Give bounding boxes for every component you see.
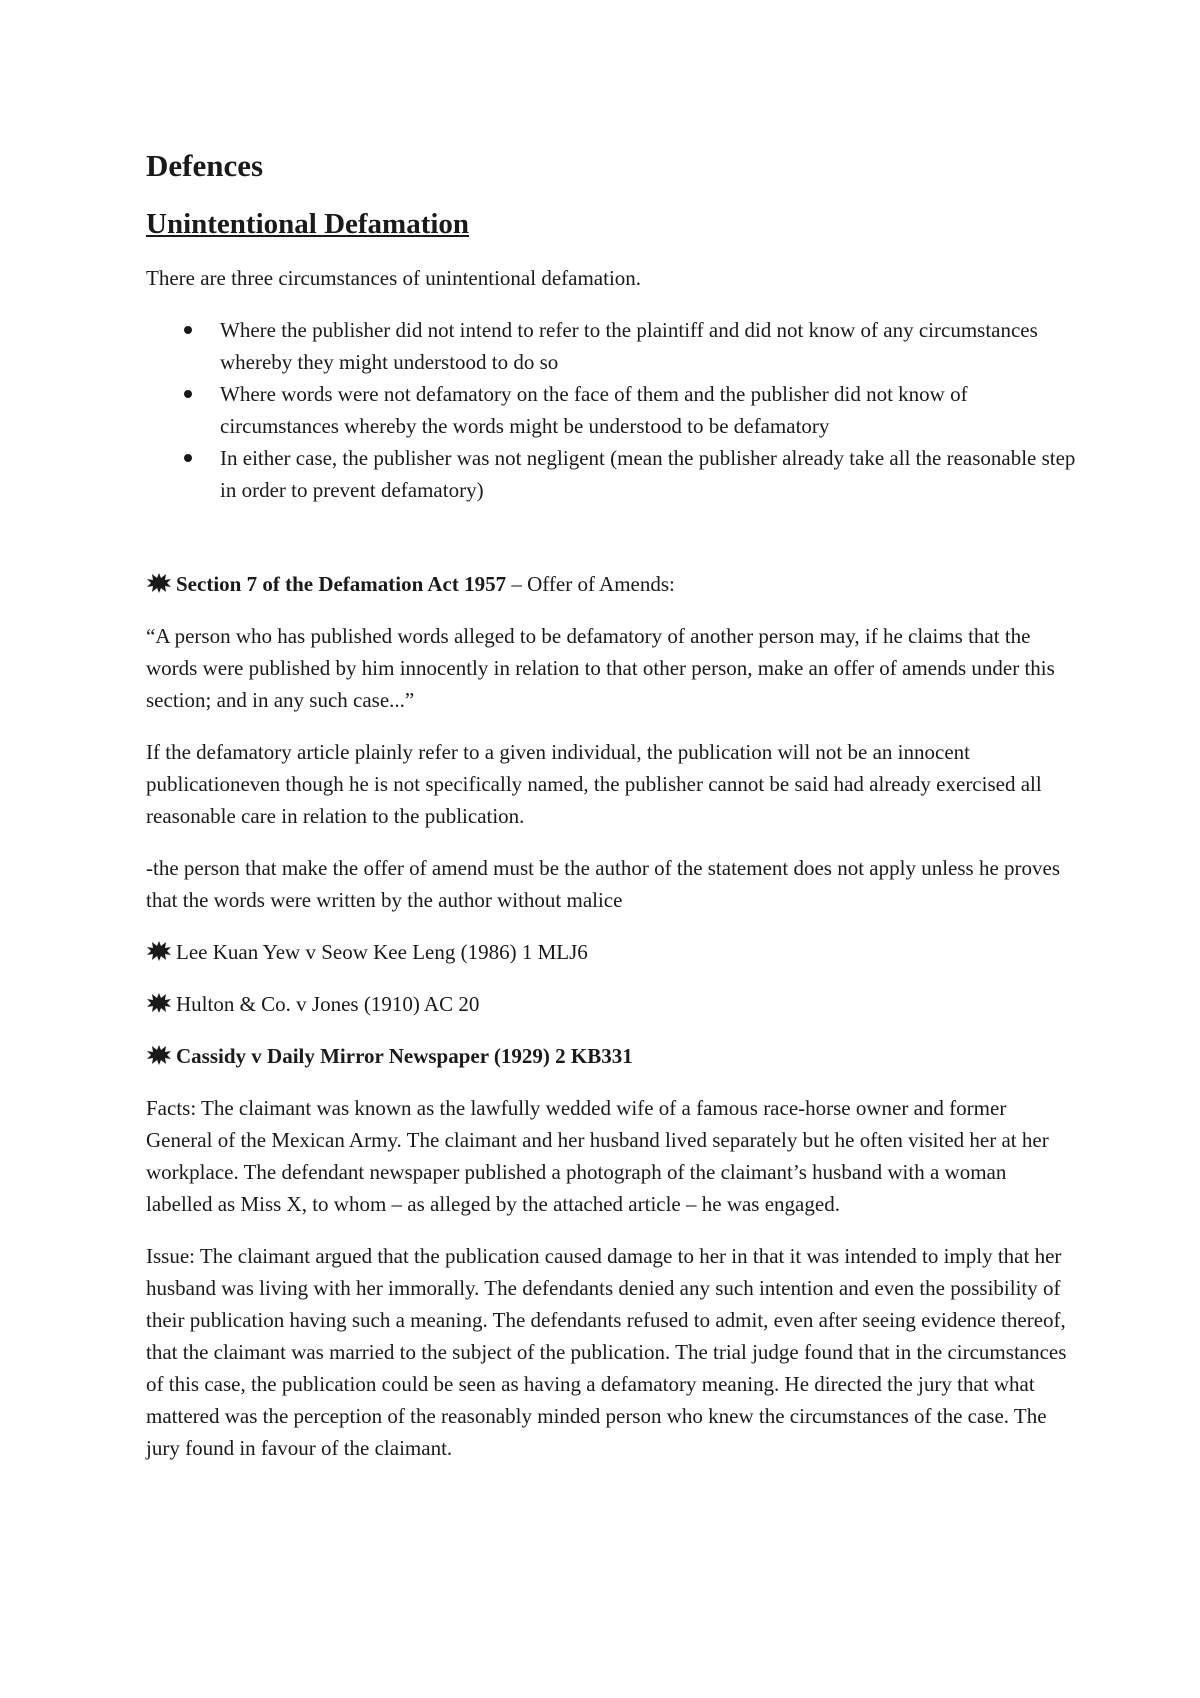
case-citation: Hulton & Co. v Jones (1910) AC 20: [176, 991, 480, 1016]
starburst-icon: [146, 1044, 172, 1066]
facts-paragraph: Facts: The claimant was known as the lawfully wedded wife of a famous race-horse owner and former General of the Mexican Army. The claimant and her husband lived separately but he often visited her at her workplace. The defendant newspaper published a photograph of the claimant’s husband with a woman labelled as Miss X, to whom – as alleged by the attached article – he was engaged.: [146, 1095, 1049, 1216]
document-body: [146, 146, 1076, 1484]
spacer: [146, 506, 1076, 568]
case-citation: Lee Kuan Yew v Seow Kee Leng (1986) 1 MLJ6: [176, 939, 588, 964]
circumstances-list: [146, 314, 1076, 506]
bullet-icon: [184, 454, 192, 462]
starburst-icon: [146, 940, 172, 962]
case-citation: Cassidy v Daily Mirror Newspaper (1929) 2 KB331: [176, 1043, 633, 1068]
issue-paragraph: Issue: The claimant argued that the publication caused damage to her in that it was intended to imply that her husband was living with her immorally. The defendants denied any such intention and even the possibility of their publication having such a meaning. The defendants refused to admit, even after seeing evidence thereof, that the claimant was married to the subject of the publication. The trial judge found that in the circumstances of this case, the publication could be seen as having a defamatory meaning. He directed the jury that what mattered was the perception of the reasonably minded person who knew the circumstances of the case. The jury found in favour of the claimant.: [146, 1243, 1067, 1460]
list-item: [146, 442, 1076, 506]
section-heading: Unintentional Defamation: [146, 208, 470, 241]
bullet-icon: [184, 390, 192, 398]
page-title: Defences: [146, 148, 264, 183]
list-item: [146, 378, 1076, 442]
section7-title: Section 7 of the Defamation Act 1957: [176, 571, 507, 596]
case-cassidy: [146, 1040, 1076, 1072]
starburst-icon: [146, 572, 172, 594]
list-item: [146, 314, 1076, 378]
section7-subtitle: – Offer of Amends:: [506, 571, 675, 596]
section7-paragraph: [146, 568, 1076, 600]
author-paragraph: -the person that make the offer of amend must be the author of the statement does not apply unless he proves that the words were written by the author without malice: [146, 855, 1061, 912]
case-hulton: [146, 988, 1076, 1020]
list-item-text: Where words were not defamatory on the face of them and the publisher did not know of circumstances whereby the words might be understood to be defamatory: [220, 381, 968, 438]
bullet-icon: [184, 326, 192, 334]
starburst-icon: [146, 992, 172, 1014]
innocent-publication-paragraph: If the defamatory article plainly refer to a given individual, the publication will not be an innocent publicationeven though he is not specifically named, the publisher cannot be said had already exercised all reasonable care in relation to the publication.: [146, 739, 1042, 828]
intro-paragraph: There are three circumstances of unintentional defamation.: [146, 265, 642, 290]
quote-paragraph: “A person who has published words alleged to be defamatory of another person may, if he claims that the words were published by him innocently in relation to that other person, make an offer of amends under this section; and in any such case...”: [146, 623, 1055, 712]
case-lee-kuan-yew: [146, 936, 1076, 968]
list-item-text: Where the publisher did not intend to refer to the plaintiff and did not know of any circumstances whereby they might understood to do so: [220, 317, 1038, 374]
list-item-text: In either case, the publisher was not negligent (mean the publisher already take all the reasonable step in order to prevent defamatory): [220, 445, 1076, 502]
